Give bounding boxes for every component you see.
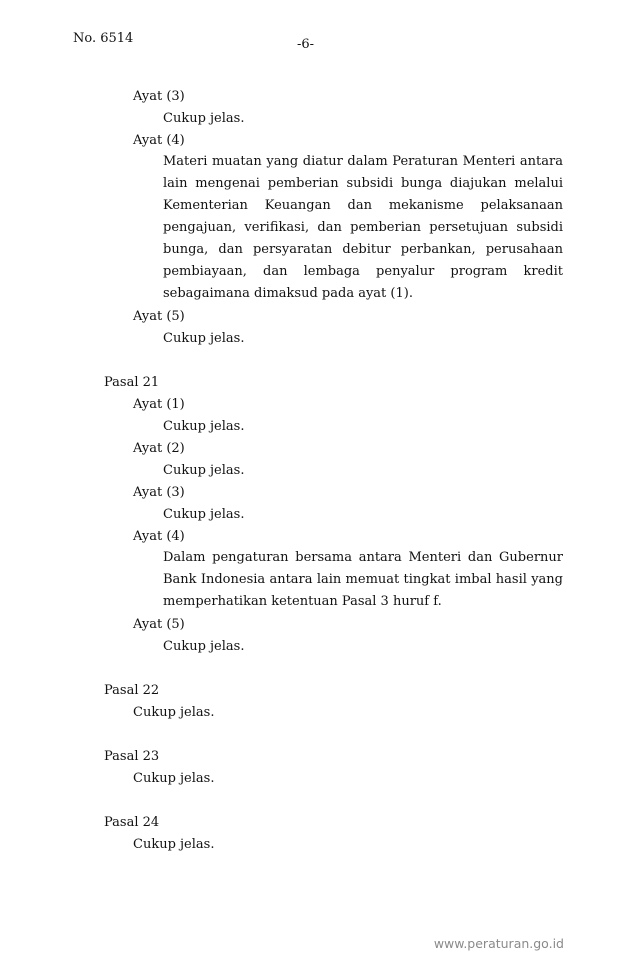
page-number: -6- (297, 37, 315, 52)
pasal-title: Pasal 23 (104, 749, 160, 764)
ayat-body: Cukup jelas. (163, 507, 245, 522)
pasal-title: Pasal 24 (104, 815, 160, 830)
ayat-heading: Ayat (2) (133, 441, 185, 456)
ayat-body: Cukup jelas. (163, 463, 245, 478)
ayat-heading: Ayat (3) (133, 485, 185, 500)
pasal-title: Pasal 22 (104, 683, 160, 698)
ayat-body-paragraph: Materi muatan yang diatur dalam Peraturan Menteri antara lain mengenai pemberian subsidi bunga diajukan melalui Kementerian Keuangan dan mekanisme pelaksanaan pengajuan, verifikasi, dan pemberian persetujuan subsidi bunga, dan persyaratan debitur perbankan, perusahaan pembiayaan, dan lembaga penyalur program kredit sebagaimana dimaksud pada ayat (1). (163, 154, 563, 301)
pasal-body: Cukup jelas. (133, 837, 215, 852)
ayat-heading: Ayat (5) (133, 617, 185, 632)
ayat-body: Cukup jelas. (163, 111, 245, 126)
ayat-heading: Ayat (5) (133, 309, 185, 324)
ayat-body: Cukup jelas. (163, 419, 245, 434)
ayat-heading: Ayat (4) (133, 133, 185, 148)
pasal-body: Cukup jelas. (133, 705, 215, 720)
ayat-heading: Ayat (4) (133, 529, 185, 544)
ayat-heading: Ayat (1) (133, 397, 185, 412)
pasal-title: Pasal 21 (104, 375, 160, 390)
ayat-body-paragraph: Dalam pengaturan bersama antara Menteri dan Gubernur Bank Indonesia antara lain memuat tingkat imbal hasil yang memperhatikan ketentuan Pasal 3 huruf f. (163, 550, 563, 609)
ayat-heading: Ayat (3) (133, 89, 185, 104)
ayat-body: Cukup jelas. (163, 331, 245, 346)
document-number: No. 6514 (73, 31, 134, 46)
ayat-body: Cukup jelas. (163, 639, 245, 654)
pasal-body: Cukup jelas. (133, 771, 215, 786)
footer-website: www.peraturan.go.id (433, 936, 564, 951)
